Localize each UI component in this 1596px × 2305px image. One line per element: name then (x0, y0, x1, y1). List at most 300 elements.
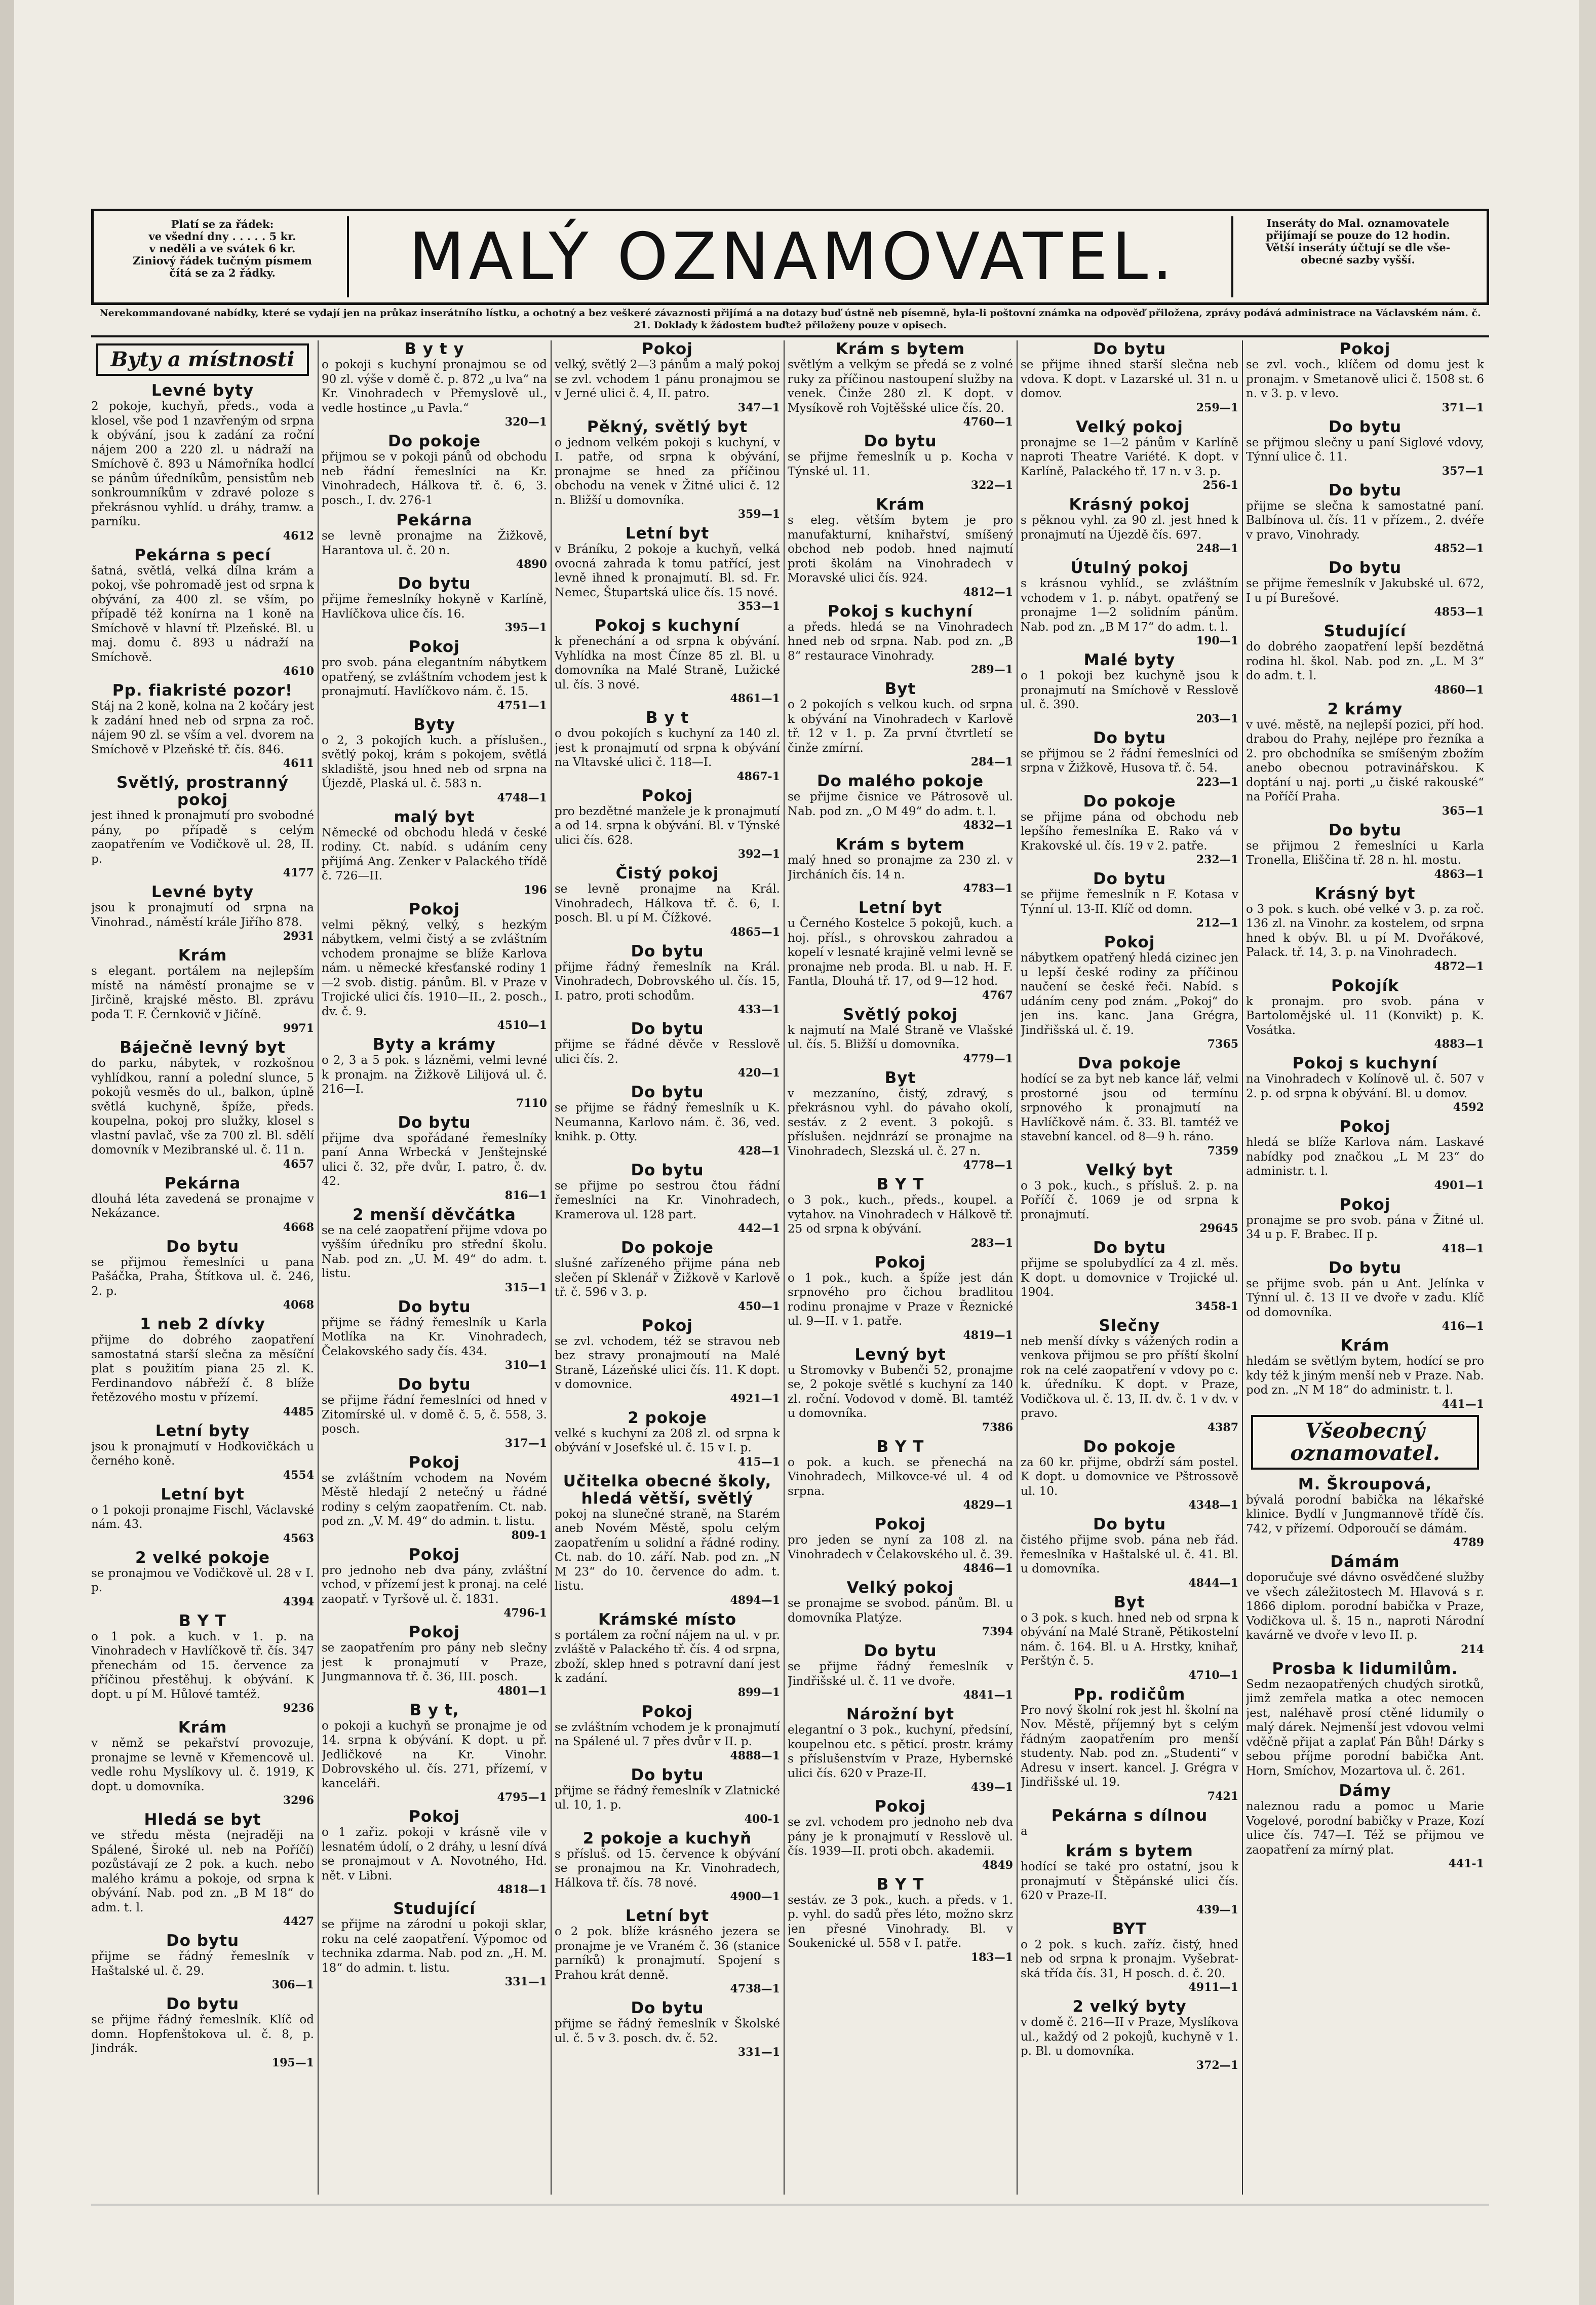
ad-body: přijme řemeslníky hokyně v Karlíně, Havlíčkova ulice čís. 16. (322, 593, 547, 621)
classified-ad (322, 433, 547, 508)
classified-ad (1246, 559, 1484, 619)
ad-number: 7365 (1207, 1038, 1238, 1051)
ad-body: pronajme se pro svob. pána v Žitné ul. 34 u p. F. Brabec. II p. (1246, 1213, 1484, 1241)
ad-body: o 3 pok., kuch., předs., koupel. a vytahov. na Vinohradech v Hálkově tř. 25 od srpna k obývání. (788, 1194, 1013, 1236)
ad-body: se zvláštním vchodem na Novém Městě hledají 2 netečný u řádné rodiny s celým zaopatřením. Ct. nab. pod zn. „V. M. 49“ do admin. t. listu. (322, 1471, 547, 1528)
ad-heading: 2 menší děvčátka (353, 1205, 516, 1224)
ad-heading: Do bytu (398, 574, 471, 593)
ad-number: 899—1 (737, 1685, 780, 1699)
ad-number: 9971 (283, 1022, 314, 1035)
ad-body: s portálem za roční nájem na ul. v pr. zvláště v Palackého tř. čís. 4 od srpna, zboží, sklep hned s potravní daní jest k zadání. (555, 1628, 780, 1685)
ad-number: 4888—1 (730, 1749, 780, 1762)
ad-number: 4612 (283, 529, 314, 543)
ad-body: se levně pronajme na Žižkově, Harantova ul. č. 20 n. (322, 529, 547, 557)
classified-ad (555, 1020, 780, 1080)
ad-body: se zvl. vchodem pro jednoho neb dva pány je k pronajmutí v Resslově ul. čís. 1939—II. proti obch. akademii. (788, 1816, 1013, 1858)
header-rule (91, 335, 1489, 337)
ad-number: 4789 (1453, 1536, 1484, 1549)
classified-ad (322, 1900, 547, 1988)
ad-body: přijme se řádný řemeslník v Školské ul. č. 5 v 3. posch. dv. č. 52. (555, 2017, 780, 2045)
ad-number: 395—1 (504, 621, 547, 634)
ad-body: čistého přijme svob. pána neb řád. řemeslníka v Haštalské ul. č. 41. Bl. u domovníka. (1021, 1533, 1238, 1576)
ad-body: přijme se slečna k samostatné paní. Balbínova ul. čís. 11 v přízem., 2. dvéře v pravo, Vinohrady. (1246, 499, 1484, 542)
ad-body: 2 pokoje, kuchyň, předs., voda a klosel, vše pod 1 nzavřeným od srpna k obývání, jsou k zadání za roční nájem 200 a 220 zl. u nádraží na Smíchově č. 893 u Námořníka hodlcí se pánům úředníkům, pensistům neb sonkroumníkům v zdravé poloze s překrásnou vyhlíd. u dráhy, tramw. a parníku. (91, 400, 314, 528)
classified-ad (1021, 870, 1238, 930)
ad-number: 4801—1 (497, 1684, 547, 1698)
classified-ad (1021, 1686, 1238, 1803)
ad-heading: Malé byty (1083, 651, 1176, 669)
ad-heading: Krám s bytem (835, 835, 965, 854)
ad-body: se přijme řádný řemeslník v Jindřišské ul. č. 11 ve dvoře. (788, 1660, 1013, 1688)
ad-heading: B Y T (876, 1437, 924, 1456)
ad-body: přijmou se v pokoji pánů od obchodu neb řádní řemeslníci na Kr. Vinohradech, Hálkova tř. č. 6, 3. posch., I. dv. 276-1 (322, 450, 547, 507)
ad-number: 4767 (982, 988, 1013, 1002)
classified-ad (788, 1798, 1013, 1872)
classified-ad (1021, 1516, 1238, 1590)
ad-number: 232—1 (1196, 853, 1238, 866)
ad-number: 29645 (1199, 1222, 1238, 1235)
classified-ad (91, 1423, 314, 1482)
ad-heading: malý byt (394, 808, 475, 826)
ad-body: přijme se řádný řemeslník v Zlatnické ul. 10, 1. p. (555, 1784, 780, 1812)
ad-heading: 2 velký byty (1072, 1997, 1187, 2016)
ad-number: 203—1 (1196, 712, 1238, 725)
ad-heading: krám s bytem (1066, 1842, 1193, 1860)
ad-heading: Pp. rodičům (1073, 1685, 1186, 1704)
ad-body: bývalá porodní babička na lékařské klinice. Bydlí v Jungmannově třídě čís. 742, v přízemí. Odporoučí se dámám. (1246, 1493, 1484, 1535)
ad-number: 331—1 (504, 1975, 547, 1988)
classified-ad (1246, 885, 1484, 973)
classified-ad (91, 1995, 314, 2069)
ad-body: velmi pěkný, velký, s hezkým nábytkem, velmi čistý a se zvláštním vchodem pronajme se blíže Karlova nám. u německé křesťanské rodiny 1—2 svob. distig. pánům. Bl. v Praze v Trojické ulici čís. 1910—II., 2. posch., dv. č. 9. (322, 918, 547, 1018)
ad-body: u Černého Kostelce 5 pokojů, kuch. a hoj. přísl., s ohrovskou zahradou a kopelí v lesnaté krajině velmi levně se pronajme neb proda. Bl. u nab. H. F. Fantla, Dlouhá tř. 17, od 9—12 hod. (788, 917, 1013, 988)
ad-heading: Světlý, prostranný pokoj (116, 774, 289, 809)
ad-body: s pěknou vyhl. za 90 zl. jest hned k pronajmutí na Újezdě čís. 697. (1021, 514, 1238, 542)
classified-ad (555, 1766, 780, 1826)
ad-body: pokoj na slunečné straně, na Starém aneb Novém Městě, spolu celým zaopatřením u solidní a řádné rodiny. Ct. nab. do 10. září. Nab. pod zn. „N M 23“ do 10. července do adm. t. listu. (555, 1507, 780, 1593)
classified-ad (788, 1579, 1013, 1638)
ad-heading: Byty a krámy (373, 1035, 496, 1054)
ad-body: a předs. hledá se na Vinohradech hned neb od srpna. Nab. pod zn. „B 8“ restaurace Vinohrady. (788, 620, 1013, 663)
ad-heading: Byt (884, 680, 916, 698)
masthead-line: ve všední dny . . . . . 5 kr. (148, 230, 296, 243)
ad-number: 4818—1 (497, 1883, 547, 1896)
ad-heading: Pokoj (409, 1453, 460, 1472)
ad-body: v němž se pekařství provozuje, pronajme se levně v Křemencově ul. vedle rohu Myslíkovy ul. č. 1919, K dopt. u domovníka. (91, 1737, 314, 1793)
classified-ad (91, 1486, 314, 1545)
ad-heading: 2 krámy (1327, 700, 1403, 718)
ad-number: 7421 (1207, 1789, 1238, 1803)
ad-body: pro jeden se nyní za 108 zl. na Vinohradech v Čelakovského ul. č. 39. (788, 1533, 1013, 1561)
classified-ad (555, 617, 780, 705)
ad-body: dlouhá léta zavedená se pronajme v Nekázance. (91, 1192, 314, 1220)
ad-number: 4890 (516, 558, 547, 571)
classified-ad (1246, 1337, 1484, 1411)
page-edge-right (1579, 0, 1596, 2305)
classified-ad (1021, 1317, 1238, 1434)
ad-body: se na celé zaopatření přijme vdova po vyšším úředníku pro střední školu. Nab. pod zn. „U. M. 49“ do adm. t. listu. (322, 1223, 547, 1280)
classified-ad (1021, 340, 1238, 414)
ad-body: o 3 pok. s kuch. hned neb od srpna k obývání na Malé Straně, Pětikostelní nám. č. 164. Bl. u A. Hrstky, knihař, Perštýn č. 5. (1021, 1611, 1238, 1668)
ad-heading: Pokoj (409, 1808, 460, 1826)
ad-number: 371—1 (1442, 401, 1484, 414)
classified-ad (788, 603, 1013, 677)
masthead-notice (1236, 217, 1480, 266)
classified-ad (555, 1703, 780, 1762)
page-edge-left (0, 0, 14, 2305)
ad-number: 195—1 (271, 2056, 314, 2069)
classified-ad (1021, 1438, 1238, 1512)
classified-ad (1246, 418, 1484, 478)
ad-heading: Do bytu (1328, 1258, 1402, 1277)
ad-body: na Vinohradech v Kolínově ul. č. 507 v 2. p. od srpna k obývání. Bl. u domov. (1246, 1072, 1484, 1100)
ad-body: o 2 pok. blíže krásného jezera se pronajme je ve Vraném č. 36 (stanice parníků) k pronajmutí. Spojení s Prahou krát denně. (555, 1925, 780, 1982)
ad-heading: Pokoj (1339, 1118, 1391, 1136)
ad-heading: Pokoj (642, 1316, 693, 1335)
ad-number: 4657 (283, 1157, 314, 1171)
section-heading: Všeobecný oznamovatel. (1251, 1415, 1479, 1470)
ad-body: o 1 pok. a kuch. v 1. p. na Vinohradech v Havlíčkově tř. čís. 347 přenechám od 15. července za příčinou přestěhuj. k obývání. K dopt. u pí M. Hůlové tamtéž. (91, 1630, 314, 1701)
classified-ad (322, 1624, 547, 1698)
classified-ad (555, 1409, 780, 1469)
ad-heading: Pokoj s kuchyní (595, 617, 740, 635)
masthead-divider (1231, 216, 1233, 297)
classified-ad (555, 943, 780, 1017)
ad-heading: Letní byt (625, 1907, 710, 1925)
ad-heading: Pokoj s kuchyní (828, 602, 973, 621)
ad-heading: 2 pokoje a kuchyň (582, 1829, 752, 1848)
ad-heading: Do bytu (398, 1113, 471, 1132)
ad-number: 214 (1461, 1642, 1484, 1656)
ad-heading: Pokoj (642, 1702, 693, 1721)
ad-body: hledám se světlým bytem, hodící se pro kdy též k jiným menší neb v Praze. Nab. pod zn. „N M 18“ do administr. t. l. (1246, 1355, 1484, 1397)
ad-body: se přijme se řádný řemeslník u K. Neumanna, Karlovo nám. č. 36, ved. knihk. p. Otty. (555, 1101, 780, 1143)
ad-body: velké s kuchyní za 208 zl. od srpna k obývání v Josefské ul. č. 15 v I. p. (555, 1427, 780, 1454)
ad-heading: Do pokoje (1083, 792, 1176, 811)
classified-ad (322, 1206, 547, 1294)
ad-number: 816—1 (504, 1188, 547, 1202)
ad-number: 372—1 (1196, 2058, 1238, 2072)
ad-heading: Pokojík (1331, 976, 1399, 995)
ad-body: k přenechání a od srpna k obývání. Vyhlídka na most Čínze 85 zl. Bl. u domovníka na Malé Straně, Lužické ul. čís. 3 nové. (555, 635, 780, 692)
ad-heading: B y t y (404, 340, 464, 358)
ad-heading: Dámám (1330, 1553, 1400, 1571)
ad-body: o 2, 3 a 5 pok. s lázněmi, velmi levné k pronajm. na Žižkově Lilijová ul. č. 216—I. (322, 1054, 547, 1096)
ad-heading: Čistý pokoj (615, 864, 719, 882)
ad-heading: Letní byty (155, 1422, 250, 1440)
ad-number: 441—1 (1442, 1397, 1484, 1411)
ad-number: 315—1 (504, 1281, 547, 1294)
ad-body: se zvláštním vchodem je k pronajmutí na Spálené ul. 7 přes dvůr v II. p. (555, 1720, 780, 1748)
ad-number: 322—1 (970, 479, 1013, 492)
ad-number: 4177 (283, 866, 314, 879)
classified-ad (91, 1238, 314, 1312)
ad-body: k najmutí na Malé Straně ve Vlašské ul. čís. 5. Bližší u domovníka. (788, 1023, 1013, 1051)
ad-heading: Byt (884, 1068, 916, 1087)
ad-number: 4554 (283, 1468, 314, 1482)
ad-number: 418—1 (1442, 1242, 1484, 1255)
classified-ad (555, 1907, 780, 1995)
ad-body: o pok. a kuch. se přenechá na Vinohradech, Milkovce-vé ul. 4 od srpna. (788, 1455, 1013, 1498)
ad-heading: Krámské místo (598, 1610, 737, 1629)
ad-heading: Letní byt (858, 899, 943, 917)
ad-number: 4832—1 (963, 819, 1013, 832)
ad-number: 196 (524, 883, 547, 897)
classified-ad (322, 716, 547, 804)
classified-ad (555, 1162, 780, 1236)
classified-ad (1021, 651, 1238, 725)
classified-ad (788, 680, 1013, 769)
ad-body: se zvl. vchodem, též se stravou neb bez stravy pronajmoutí na Malé Straně, Lázeňské ulici čís. 11. K dopt. v domovnice. (555, 1334, 780, 1391)
ad-number: 353—1 (737, 600, 780, 613)
ad-number: 4894—1 (730, 1593, 780, 1607)
ad-body: o pokoji s kuchyní pronajmou se od 90 zl. výše v domě č. p. 872 „u lva“ na Kr. Vinohradech v Přemyslově ul., vedle hostince „u Pavla.“ (322, 358, 547, 415)
classified-ad (1246, 1553, 1484, 1656)
ad-heading: Velký pokoj (1076, 417, 1183, 436)
ad-body: za 60 kr. přijme, obdrží sám postel. K dopt. u domovnice ve Pštrossově ul. 10. (1021, 1455, 1238, 1498)
ad-number: 4427 (283, 1915, 314, 1928)
classified-ad (1021, 418, 1238, 492)
ad-heading: Krám (876, 495, 925, 514)
classified-ad (555, 1239, 780, 1313)
ad-number: 2931 (283, 930, 314, 943)
ad-body: Stáj na 2 koně, kolna na 2 kočáry jest k zadání hned neb od srpna za roč. nájem 90 zl. se vším a vel. dvorem na Smíchově v Plzeňské tř. čís. 846. (91, 700, 314, 756)
ad-number: 4563 (283, 1531, 314, 1545)
ad-heading: Do bytu (631, 942, 704, 961)
ad-number: 4841—1 (963, 1688, 1013, 1702)
ad-body: se přijme ihned starší slečna neb vdova. K dopt. v Lazarské ul. 31 n. u domov. (1021, 358, 1238, 400)
ad-number: 347—1 (737, 401, 780, 414)
classified-ad (1246, 1259, 1484, 1333)
classified-ad (322, 340, 547, 429)
ad-heading: Do bytu (398, 1375, 471, 1394)
ad-heading: Krám (1340, 1336, 1390, 1355)
classified-ad (322, 1454, 547, 1542)
ad-number: 415—1 (737, 1455, 780, 1469)
classified-ad (91, 1932, 314, 1991)
classified-ad (1021, 1594, 1238, 1682)
classified-ad (788, 1876, 1013, 1964)
ad-body: se pronajme se svobod. pánům. Bl. u domovníka Platýze. (788, 1597, 1013, 1625)
classified-ad (788, 1346, 1013, 1434)
ad-body: o 3 pok., kuch., s přísluš. 2. p. na Poříčí č. 1069 je od srpna k pronajmutí. (1021, 1179, 1238, 1221)
ad-number: 4592 (1453, 1101, 1484, 1114)
ad-number: 283—1 (970, 1236, 1013, 1250)
ad-number: 4668 (283, 1220, 314, 1234)
ad-heading: Krám (178, 946, 227, 965)
ad-heading: Velký byt (1086, 1161, 1173, 1179)
classified-ad (91, 1719, 314, 1807)
ad-heading: Pokoj (875, 1515, 926, 1533)
ad-body: hodící se také pro ostatní, jsou k pronajmutí v Štěpánské ulici čís. 620 v Praze-II. (1021, 1860, 1238, 1902)
ad-body: o 2 pok. s kuch. zaříz. čistý, hned neb od srpna k pronajm. Vyšebrat-ská třída čís. 31, H posch. d. č. 20. (1021, 1938, 1238, 1980)
ad-column-3 (555, 340, 780, 2195)
ad-number: 4710—1 (1188, 1668, 1238, 1682)
ad-heading: Prosba k lidumilům. (1272, 1659, 1458, 1678)
ad-heading: Velký pokoj (846, 1579, 954, 1597)
ad-number: 4921—1 (730, 1392, 780, 1405)
ad-heading: Do bytu (1093, 728, 1166, 747)
ad-number: 4911—1 (1188, 1981, 1238, 1994)
classified-ad (555, 1830, 780, 1904)
ad-body: u Stromovky v Bubenči 52, pronajme se, 2 pokoje světlé s kuchyní za 140 zl. roční. Vodovod v domě. Bl. tamtéž u domovníka. (788, 1363, 1013, 1420)
ad-heading: Do bytu (631, 1999, 704, 2017)
ad-body: o 3 pok. s kuch. obé velké v 3. p. za roč. 136 zl. na Vinohr. za kostelem, od srpna hned k obýv. Bl. u pí M. Dvořákové, Palack. tř. 14, 3. p. na Vinohradech. (1246, 902, 1484, 959)
ad-number: 4853—1 (1434, 605, 1484, 619)
classified-ad (1021, 496, 1238, 555)
ad-number: 4883—1 (1434, 1038, 1484, 1051)
ad-number: 809-1 (511, 1528, 547, 1542)
ad-number: 450—1 (737, 1299, 780, 1313)
classified-ad (788, 496, 1013, 599)
ad-number: 4068 (283, 1298, 314, 1312)
ad-body: přijme se řádné děvče v Resslově ulici čís. 2. (555, 1038, 780, 1066)
classified-ad (1246, 977, 1484, 1051)
ad-number: 317—1 (504, 1436, 547, 1450)
ad-column-6 (1246, 340, 1484, 2195)
ad-body: s krásnou vyhlíd., se zvláštním vchodem v 1. p. nábyt. opatřený se pronajme 1—2 solidním pánům. Nab. pod zn. „B M 17“ do adm. t. l. (1021, 577, 1238, 634)
ad-heading: Pokoj (409, 638, 460, 656)
ad-body: přijme do dobrého zaopatření samostatná starší slečna za měsíční plat s použitím piana 25 zl. K. Ferdinandovo nábřeží č. 8 blíže řetězového mostu v přízemí. (91, 1333, 314, 1404)
ad-heading: Levný byt (854, 1345, 946, 1364)
ad-body: a (1021, 1824, 1028, 1838)
classified-ad (555, 1084, 780, 1158)
ad-number: 439—1 (1196, 1903, 1238, 1916)
classified-ad (788, 1706, 1013, 1794)
ad-number: 439—1 (970, 1781, 1013, 1794)
ad-heading: Krásný byt (1314, 884, 1416, 903)
classified-ad (1246, 1476, 1484, 1550)
classified-ad (1246, 482, 1484, 556)
column-rule (1242, 340, 1243, 2195)
ad-heading: BYT (1112, 1919, 1147, 1938)
ad-heading: Do pokoje (1083, 1437, 1176, 1456)
ad-number: 4778—1 (963, 1159, 1013, 1172)
masthead (91, 209, 1489, 305)
ad-body: doporučuje své dávno osvědčené služby ve všech záležitostech M. Hlavová s r. 1866 diplom. porodní babička v Praze, Vodičkova ul. š. 15 n., naproti Národní kavárně ve dvoře v levo II. p. (1246, 1571, 1484, 1642)
classified-ad (1021, 1055, 1238, 1158)
ad-heading: Pekárna s dílnou (1051, 1806, 1208, 1825)
ad-heading: Levné byty (151, 883, 254, 901)
ad-number: 183—1 (970, 1950, 1013, 1964)
masthead-line: Větší inseráty účtují se dle vše- (1265, 241, 1451, 254)
ad-number: 4611 (283, 757, 314, 770)
ad-number: 365—1 (1442, 804, 1484, 818)
classified-ad (1246, 1660, 1484, 1779)
ad-number: 4852—1 (1434, 542, 1484, 555)
ad-body: velký, světlý 2—3 pánům a malý pokoj se zvl. vchodem 1 pánu pronajmou se v Jerné ulici č. 4, II. patro. (555, 358, 780, 400)
classified-ad (91, 1039, 314, 1171)
ad-heading: Do bytu (1328, 481, 1402, 500)
ad-heading: Světlý pokoj (842, 1005, 958, 1024)
classified-ad (322, 901, 547, 1032)
ad-column-5 (1021, 340, 1238, 2195)
ad-heading: Byt (1114, 1593, 1145, 1611)
ad-heading: Pekárna s pecí (134, 546, 271, 564)
classified-ad (1021, 934, 1238, 1051)
ad-heading: B Y T (876, 1175, 924, 1194)
classified-ad (555, 865, 780, 939)
classified-ad (91, 1175, 314, 1234)
classified-ad (322, 1808, 547, 1896)
ad-body: jsou k pronajmutí v Hodkovičkách u černého koně. (91, 1440, 314, 1468)
classified-ad (91, 1316, 314, 1418)
classified-ad (555, 2000, 780, 2059)
ad-number: 4394 (283, 1595, 314, 1608)
ad-number: 4738—1 (730, 1982, 780, 1995)
page-title: MALÝ OZNAMOVATEL. (409, 219, 1177, 295)
ad-body: hodící se za byt neb kance lář, velmi prostorné jsou od termínu srpnového k pronajmutí na Havlíčkově nám. č. 33. Bl. tamtéž ve stavební kancel. od 8—9 h. ráno. (1021, 1072, 1238, 1143)
classified-ad (555, 787, 780, 861)
ad-number: 7359 (1207, 1144, 1238, 1158)
ad-number: 392—1 (737, 848, 780, 861)
ad-body: jest ihned k pronajmutí pro svobodné pány, po případě s celým zaopatřením ve Vodičkově ul. 28, II. p. (91, 809, 314, 866)
ad-body: přijme se řádný řemeslník u Karla Motlíka na Kr. Vinohradech, Čelakovského sady čís. 434. (322, 1316, 547, 1358)
ad-heading: Do pokoje (620, 1239, 714, 1257)
classified-ad (91, 1612, 314, 1715)
ad-number: 4901—1 (1434, 1178, 1484, 1192)
ad-body: s přísluš. od 15. července k obývání se pronajmou na Kr. Vinohradech, Hálkova tř. čís. 78 nové. (555, 1847, 780, 1890)
classified-ad (322, 809, 547, 897)
ad-heading: Do bytu (631, 1083, 704, 1101)
classified-ad (788, 773, 1013, 832)
ad-body: v uvé. městě, na nejlepší pozici, pří hod. drabou do Prahy, nejlépe pro řezníka a 2. pro obchodníka se smíšeným zbožím anebo obecnou potravinářskou. K doptání u naj. porti „u čiské rakouské“ na Poříčí Praha. (1246, 718, 1484, 803)
ad-heading: Do bytu (398, 1297, 471, 1316)
column-rule (784, 340, 785, 2195)
ad-heading: B y t (645, 709, 689, 727)
classified-ad (322, 575, 547, 634)
ad-body: o 2, 3 pokojích kuch. a příslušen., světlý pokoj, krám s pokojem, světlá skladiště, jsou hned neb od srpna na Újezdě, Plaská ul. č. 583 n. (322, 734, 547, 790)
masthead-line: obecné sazby vyšší. (1301, 253, 1415, 266)
classified-ad (788, 1006, 1013, 1065)
ad-number: 416—1 (1442, 1320, 1484, 1333)
ad-body: o jednom velkém pokoji s kuchyní, v I. patře, od srpna k obývání, pronajme se hned za příčinou obchodu na venek v Žitné ulici č. 12 n. Bližší u domovníka. (555, 436, 780, 507)
masthead-line: Inseráty do Mal. oznamovatele (1266, 217, 1450, 229)
ad-heading: Slečny (1099, 1316, 1160, 1335)
ad-heading: Do bytu (166, 1995, 240, 2013)
classified-ad (555, 525, 780, 613)
ad-number: 289—1 (970, 663, 1013, 676)
masthead-line: čítá se za 2 řádky. (169, 266, 276, 279)
classified-ad (788, 1176, 1013, 1250)
ad-body: se přijme řemeslník u p. Kocha v Týnské ul. 11. (788, 450, 1013, 478)
ad-heading: Do bytu (864, 432, 937, 450)
ad-column-4 (788, 340, 1013, 2195)
ad-body: do parku, nábytek, v rozkošnou vyhlídkou, ranní a polední slunce, 5 pokojů vesměs do ul., balkon, úplně světlá kuchyně, špíže, předs. koupelna, pokoj pro služky, klosel s vlastní pavlač, vše za 700 zl. Bl. sdělí domovník v Mezibranské ul. č. 11 n. (91, 1057, 314, 1157)
ad-number: 4796-1 (503, 1606, 547, 1620)
ad-body: elegantní o 3 pok., kuchyní, předsíní, koupelnou etc. s pěticí. prostr. krámy s příslušenstvím v Praze, Hybernské ulici čís. 620 v Praze-II. (788, 1723, 1013, 1780)
classified-ad (91, 682, 314, 770)
ad-number: 4348—1 (1188, 1499, 1238, 1512)
section-heading: Byty a místnosti (96, 343, 309, 376)
ad-number: 400-1 (744, 1812, 780, 1826)
ad-body: Sedm nezaopatřených chudých sirotků, jimž zemřela matka a otec nemocen jest, naléhavě prosí ctěné lidumily o malý dárek. Nejmenší jest vdovou velmi vděčně přijat a zaplať Pán Bůh! Dárky s sebou příjme porodní babička Ant. Horn, Smíchov, Mozartova ul. č. 261. (1246, 1677, 1484, 1778)
ad-body: v domě č. 216—II v Praze, Myslíkova ul., každý od 2 pokojů, kuchyně v 1. p. Bl. u domovníka. (1021, 2016, 1238, 2058)
classified-ad (1246, 822, 1484, 881)
ad-number: 4829—1 (963, 1499, 1013, 1512)
ad-body: se přijme svob. pán u Ant. Jelínka v Týnní ul. č. 13 II ve dvoře v zadu. Klíč od domovníka. (1246, 1277, 1484, 1319)
ad-heading: Do bytu (1328, 559, 1402, 577)
ad-heading: Nárožní byt (846, 1705, 955, 1723)
ad-heading: Do pokoje (387, 432, 481, 450)
ad-body: se zvl. voch., klíčem od domu jest k pronajm. v Smetanově ulici č. 1508 st. 6 n. v 3. p. v levo. (1246, 358, 1484, 400)
ad-body: se přijme řádní řemeslníci od hned v Zitomírské ul. v domě č. 5, č. 558, 3. posch. (322, 1394, 547, 1436)
classified-ad (322, 1298, 547, 1372)
ad-number: 4844—1 (1188, 1576, 1238, 1590)
column-rule (551, 340, 552, 2195)
ad-number: 4795—1 (497, 1791, 547, 1804)
ad-heading: Letní byt (161, 1485, 245, 1504)
